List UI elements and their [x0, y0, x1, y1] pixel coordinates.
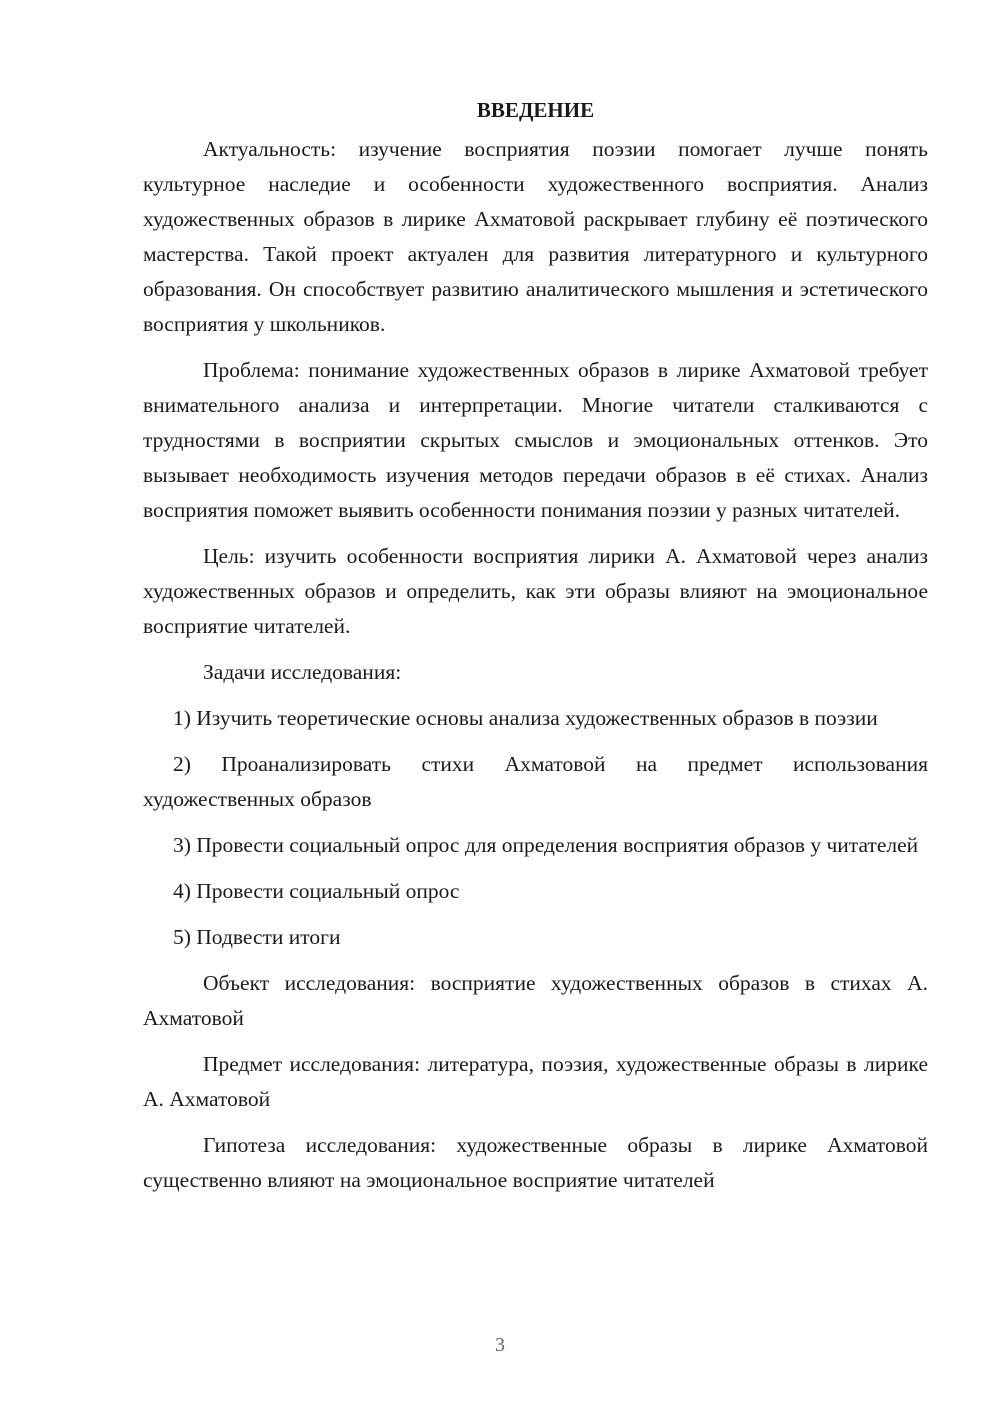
- paragraph-hypothesis: Гипотеза исследования: художественные образы в лирике Ахматовой существенно влияют на эмоциональное восприятие читателей: [143, 1133, 928, 1192]
- task-item-3: 3) Провести социальный опрос для определения восприятия образов у читателей: [173, 833, 919, 857]
- task-item-5: 5) Подвести итоги: [173, 925, 341, 949]
- page-number: 3: [495, 1334, 505, 1356]
- paragraph-problem: Проблема: понимание художественных образов в лирике Ахматовой требует внимательного анализа и интерпретации. Многие читатели сталкиваются с трудностями в восприятии скрытых смыслов и эмоциональных оттенков. Это вызывает необходимость изучения методов передачи образов в её стихах. Анализ восприятия поможет выявить особенности понимания поэзии у разных читателей.: [143, 358, 928, 522]
- paragraph-relevance: Актуальность: изучение восприятия поэзии помогает лучше понять культурное наследие и особенности художественного восприятия. Анализ художественных образов в лирике Ахматовой раскрывает глубину её поэтического мастерства. Такой проект актуален для развития литературного и культурного образования. Он способствует развитию аналитического мышления и эстетического восприятия у школьников.: [143, 137, 928, 336]
- task-item-2: 2) Проанализировать стихи Ахматовой на предмет использования художественных образов: [143, 752, 928, 811]
- paragraph-subject: Предмет исследования: литература, поэзия, художественные образы в лирике А. Ахматовой: [143, 1052, 928, 1111]
- document-page: [143, 96, 928, 1209]
- paragraph-object: Объект исследования: восприятие художественных образов в стихах А. Ахматовой: [143, 971, 928, 1030]
- task-item-1: 1) Изучить теоретические основы анализа художественных образов в поэзии: [173, 706, 878, 730]
- paragraph-goal: Цель: изучить особенности восприятия лирики А. Ахматовой через анализ художественных образов и определить, как эти образы влияют на эмоциональное восприятие читателей.: [143, 544, 928, 638]
- task-item-4: 4) Провести социальный опрос: [173, 879, 460, 903]
- tasks-heading: Задачи исследования:: [203, 660, 402, 684]
- section-title: ВВЕДЕНИЕ: [476, 98, 595, 122]
